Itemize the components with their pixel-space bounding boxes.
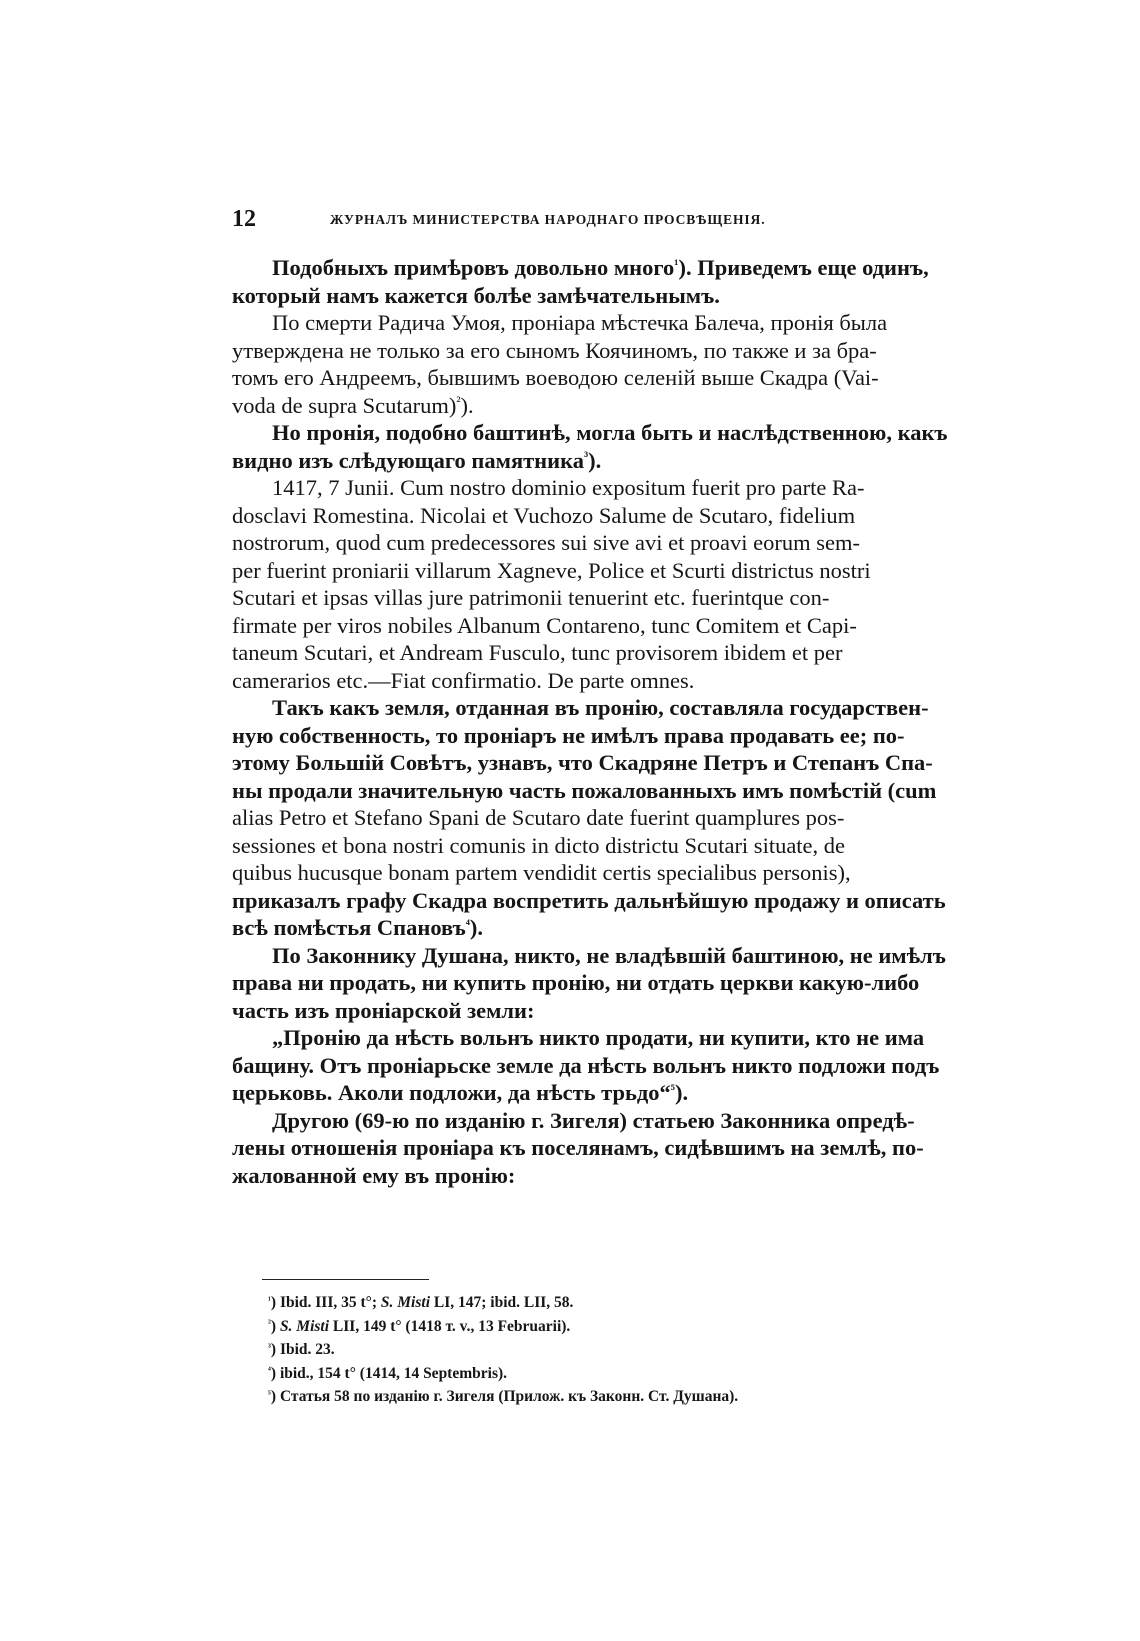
text-line: nostrorum, quod cum predecessores sui sive avi et proavi eorum sem- xyxy=(232,530,860,555)
text-line: всѣ помѣстья Спановъ$^{^4}$). xyxy=(232,915,484,940)
text-line: лены отношенія проніара къ поселянамъ, сидѣвшимъ на землѣ, по- xyxy=(232,1135,924,1160)
footnote-mark: ¹ xyxy=(268,1294,271,1306)
footnote-divider xyxy=(262,1279,429,1280)
text-line: права ни продать, ни купить пронію, ни отдать церкви какую-либо xyxy=(232,970,920,995)
text-line: жалованной ему въ пронію: xyxy=(232,1162,516,1188)
footnote-mark: ² xyxy=(268,1318,271,1330)
text-line: Другою (69-ю по изданію г. Зигеля) статьею Законника опредѣ- xyxy=(272,1107,915,1133)
text-line: приказалъ графу Скадра воспретить дальнѣйшую продажу и описать xyxy=(232,887,946,913)
text-line: ны продали значительную часть пожалованныхъ имъ помѣстій (cum xyxy=(232,777,937,803)
text-line: видно изъ слѣдующаго памятника$^{^3}$). xyxy=(232,447,602,473)
text-line: По Законнику Душана, никто, не владѣвшій баштиною, не имѣлъ xyxy=(272,942,946,968)
text-line: часть изъ проніарской земли: xyxy=(232,997,535,1023)
text-line: quibus hucusque bonam partem vendidit certis specialibus personis), xyxy=(232,860,851,885)
text-line: sessiones et bona nostri comunis in dicto districtu Scutari situate, de xyxy=(232,832,846,858)
footnote-mark: ⁴ xyxy=(268,1365,271,1377)
footnotes xyxy=(268,1291,948,1409)
text-line: Такъ какъ земля, отданная въ пронію, составляла государствен- xyxy=(272,695,929,720)
paragraph-3 xyxy=(232,419,972,474)
paragraph-1 xyxy=(232,254,972,309)
footnote: $^{^1}$) Ibid. III, 35 t°; S. Misti LI, 147; ibid. LII, 58. xyxy=(268,1294,574,1311)
text-line: ную собственность, то проніаръ не имѣлъ права продавать ее; по- xyxy=(232,722,905,748)
text-line: бащину. Отъ проніарьске земле да нѣсть вольнъ никто подложи подъ xyxy=(232,1052,940,1078)
paragraph-6 xyxy=(232,942,972,1025)
text-line: утверждена не только за его сыномъ Коячиномъ, по также и за бра- xyxy=(232,337,877,363)
text-line: томъ его Андреемъ, бывшимъ воеводою селеній выше Скадра (Vai- xyxy=(232,365,879,390)
text-line: Но пронія, подобно баштинѣ, могла быть и наслѣдственною, какъ xyxy=(272,420,948,445)
footnote: $^{^2}$) S. Misti LII, 149 t° (1418 т. v., 13 Februarii). xyxy=(268,1317,571,1335)
text-line: „Пронію да нѣсть вольнъ никто продати, ни купити, кто не има xyxy=(272,1025,925,1050)
footnote-ref: ⁴ xyxy=(465,917,470,933)
text-line: alias Petro et Stefano Spani de Scutaro date fuerint quamplures pos- xyxy=(232,805,845,830)
footnote-mark: ⁵ xyxy=(268,1388,271,1400)
footnote-ref: ² xyxy=(456,395,461,411)
text-line: Подобныхъ примѣровъ довольно много$^{^1}$). Приведемъ еще одинъ, xyxy=(272,255,929,280)
page-number: 12 xyxy=(232,206,256,232)
text-line: Scutari et ipsas villas jure patrimonii tenuerint etc. fuerintque con- xyxy=(232,585,830,610)
text-line: По смерти Радича Умоя, проніара мѣстечка Балеча, пронія была xyxy=(272,310,888,335)
text-line: taneum Scutari, et Andream Fusculo, tunc provisorem ibidem et per xyxy=(232,640,843,665)
footnote-ref: ¹ xyxy=(674,257,679,273)
text-line: церьковь. Аколи подложи, да нѣсть трьдо“$^{^5}$). xyxy=(232,1080,689,1105)
text-line: camerarios etc.—Fiat confirmatio. De parte omnes. xyxy=(232,667,695,693)
footnote: $^{^3}$) Ibid. 23. xyxy=(268,1341,335,1358)
text-line: dosclavi Romestina. Nicolai et Vuchozo Salume de Scutaro, fidelium xyxy=(232,502,856,528)
text-line: voda de supra Scutarum)$^{^2}$). xyxy=(232,392,474,418)
text-line: per fuerint proniarii villarum Xagneve, Police et Scurti districtus nostri xyxy=(232,557,871,583)
page-header xyxy=(232,206,952,232)
footnote-ref: ⁵ xyxy=(670,1082,675,1098)
text-line: 1417, 7 Junii. Cum nostro dominio expositum fuerit pro parte Ra- xyxy=(272,475,865,500)
paragraph-8 xyxy=(232,1107,972,1190)
paragraph-5 xyxy=(232,694,972,942)
footnote-ref: ³ xyxy=(583,450,589,466)
body-text xyxy=(232,254,972,1189)
paragraph-2 xyxy=(232,309,972,419)
running-title: ЖУРНАЛЪ МИНИСТЕРСТВА НАРОДНАГО ПРОСВѢЩЕНІЯ. xyxy=(330,212,766,227)
paragraph-7-quotation xyxy=(232,1024,972,1107)
text-line: firmate per viros nobiles Albanum Contareno, tunc Comitem et Capi- xyxy=(232,612,857,638)
paragraph-4-latin-document xyxy=(232,474,972,694)
footnote-mark: ³ xyxy=(268,1341,271,1353)
text-line: который намъ кажется болѣе замѣчательнымъ. xyxy=(232,282,720,308)
footnote: $^{^4}$) ibid., 154 t° (1414, 14 Septembris). xyxy=(268,1364,508,1382)
text-line: этому Большій Совѣтъ, узнавъ, что Скадряне Петръ и Степанъ Спа- xyxy=(232,750,933,775)
footnote: $^{^5}$) Статья 58 по изданію г. Зигеля (Прилож. къ Законн. Ст. Душана). xyxy=(268,1388,739,1405)
